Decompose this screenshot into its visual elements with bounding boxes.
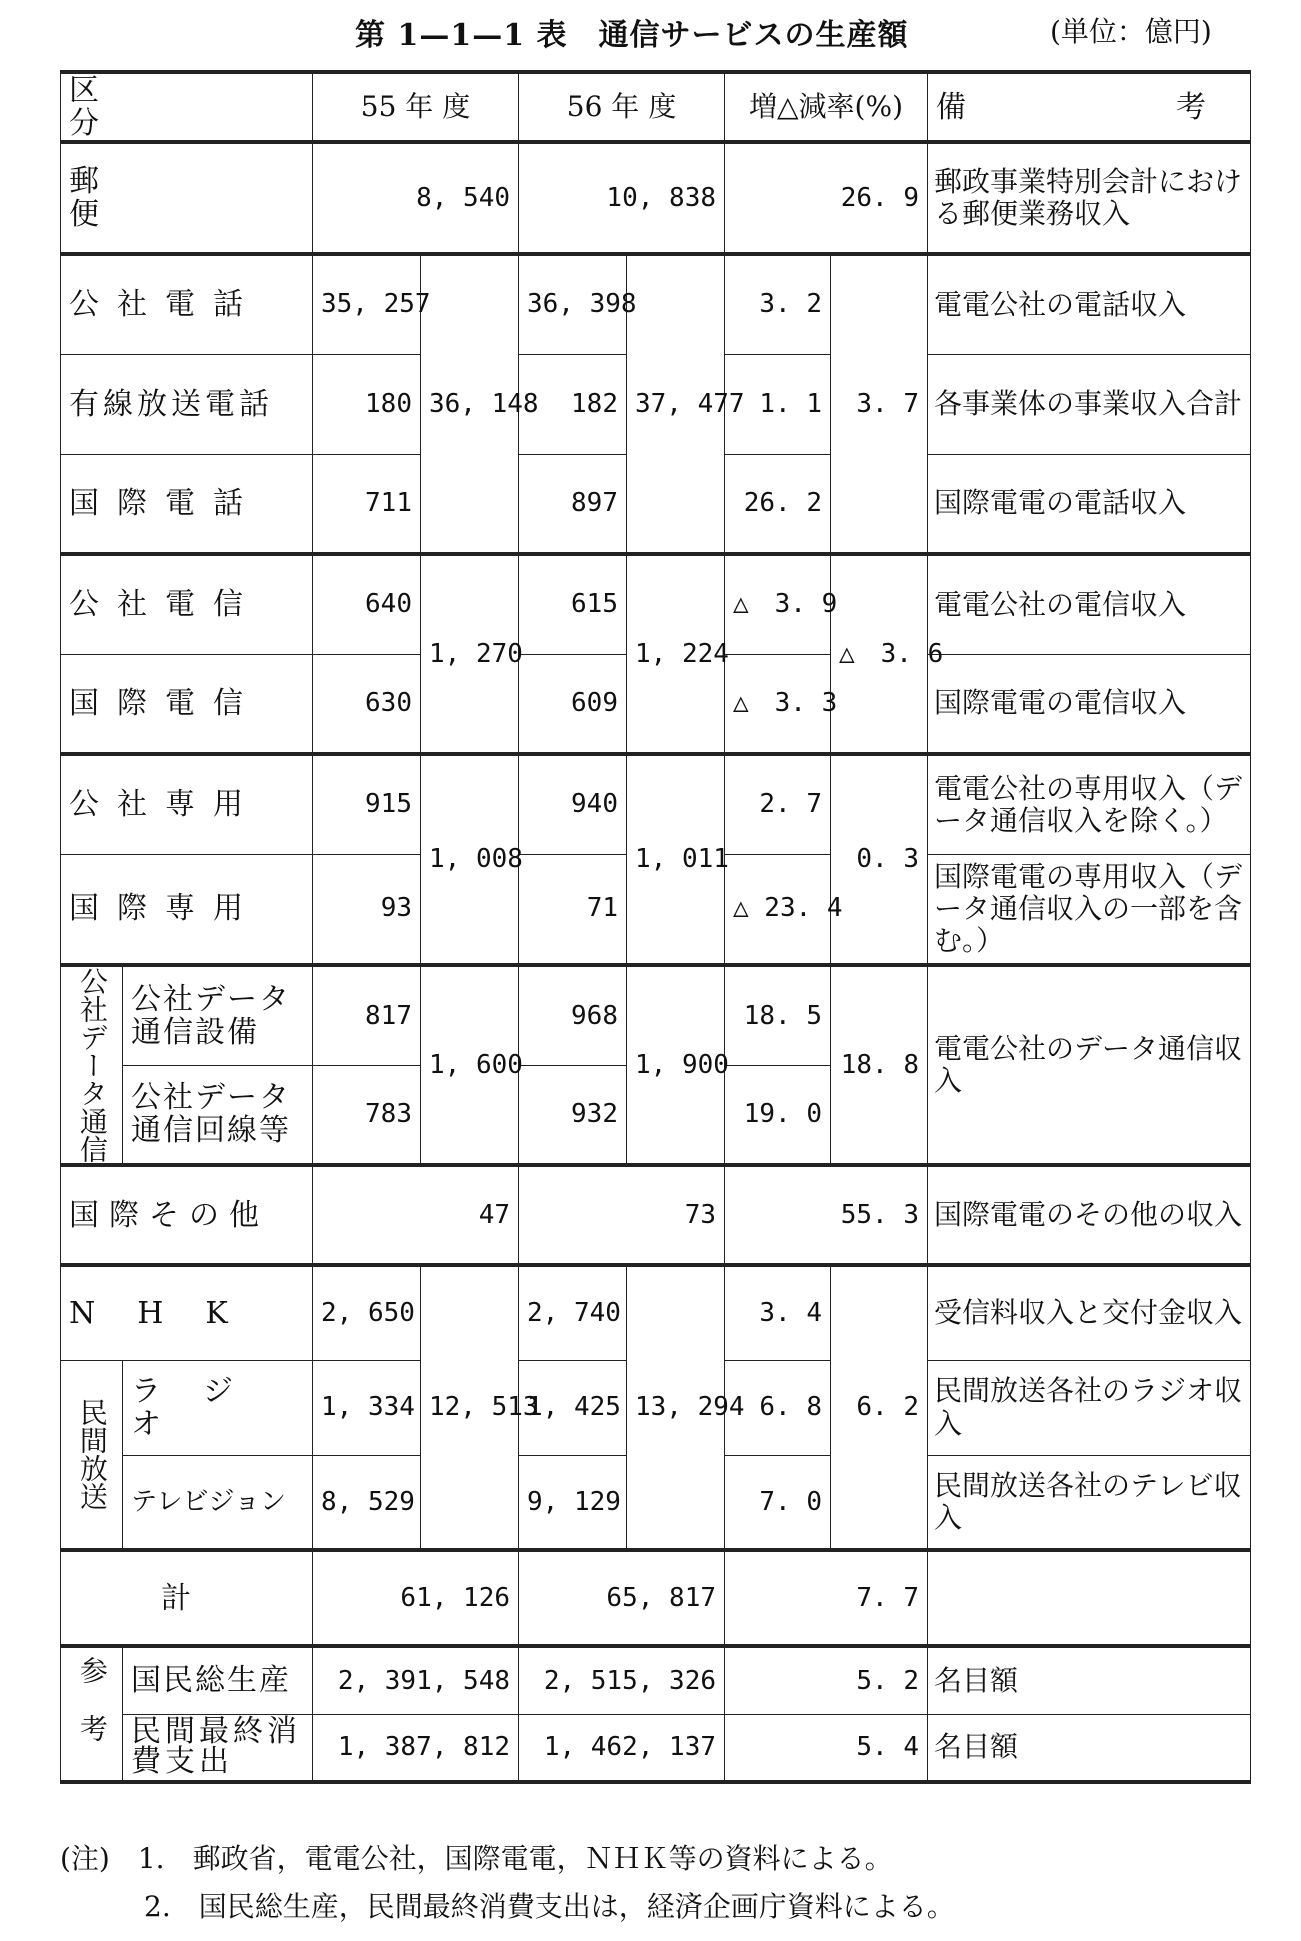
footnote-2: 2. 国民総生産，民間最終消費支出は，経済企画庁資料による。 — [60, 1890, 955, 1923]
value-fy56: 615 — [519, 554, 627, 654]
row-label: 郵 便 — [61, 142, 313, 254]
row-remark: 名目額 — [928, 1714, 1251, 1782]
value-fy55: 2, 650 — [313, 1265, 421, 1360]
value-rate: 19. 0 — [725, 1065, 831, 1165]
value-rate: 55. 3 — [725, 1165, 928, 1265]
subtotal-rate: 0. 3 — [831, 754, 928, 965]
value-rate: 7. 0 — [725, 1455, 831, 1550]
value-fy56: 940 — [519, 754, 627, 854]
subtotal-fy55: 12, 513 — [421, 1265, 519, 1550]
header-row — [61, 72, 1251, 142]
value-fy56: 2, 740 — [519, 1265, 627, 1360]
value-fy56: 932 — [519, 1065, 627, 1165]
row-remark: 国際電電のその他の収入 — [928, 1165, 1251, 1265]
row-label: ラ ジ オ — [123, 1360, 313, 1455]
value-rate: △ 23. 4 — [725, 854, 831, 965]
total-row — [61, 1550, 1251, 1646]
value-fy56: 182 — [519, 354, 627, 454]
subtotal-rate: 6. 2 — [831, 1265, 928, 1550]
table-row — [61, 754, 1251, 854]
subtotal-rate: 18. 8 — [831, 965, 928, 1165]
value-fy56: 2, 515, 326 — [519, 1646, 725, 1714]
value-fy56: 36, 398 — [519, 254, 627, 354]
table-row — [61, 965, 1251, 1065]
subtotal-rate: △ 3. 6 — [831, 554, 928, 754]
value-rate: 18. 5 — [725, 965, 831, 1065]
value-fy55: 1, 387, 812 — [313, 1714, 519, 1782]
value-rate: 3. 2 — [725, 254, 831, 354]
row-remark: 各事業体の事業収入合計 — [928, 354, 1251, 454]
footnotes — [60, 1835, 955, 1931]
row-label: 公社電話 — [61, 254, 313, 354]
total-fy55: 61, 126 — [313, 1550, 519, 1646]
footnote-1: (注) 1. 郵政省，電電公社，国際電電，ＮＨＫ等の資料による。 — [60, 1842, 893, 1875]
unit-label: (単位：億円) — [1050, 15, 1212, 48]
subtotal-fy55: 1, 270 — [421, 554, 519, 754]
row-remark: 国際電電の電話収入 — [928, 454, 1251, 554]
row-remark: 電電公社の専用収入（データ通信収入を除く。） — [928, 754, 1251, 854]
total-label: 計 — [61, 1550, 313, 1646]
table-row — [61, 1265, 1251, 1360]
group-label-private-broadcasting: 民間放送 — [61, 1360, 123, 1550]
header-fy56: 56 年 度 — [519, 72, 725, 142]
value-fy55: 711 — [313, 454, 421, 554]
value-rate: 5. 4 — [725, 1714, 928, 1782]
row-label: 国際電話 — [61, 454, 313, 554]
group-label-reference: 参考 — [61, 1646, 123, 1782]
subtotal-fy55: 1, 008 — [421, 754, 519, 965]
row-label: 国際専用 — [61, 854, 313, 965]
row-remark: 国際電電の専用収入（データ通信収入の一部を含む。） — [928, 854, 1251, 965]
value-rate: 2. 7 — [725, 754, 831, 854]
row-label: 国際電信 — [61, 654, 313, 754]
value-rate: 26. 9 — [725, 142, 928, 254]
value-rate: 6. 8 — [725, 1360, 831, 1455]
row-remark: 電電公社の電話収入 — [928, 254, 1251, 354]
value-fy55: 817 — [313, 965, 421, 1065]
row-remark: 受信料収入と交付金収入 — [928, 1265, 1251, 1360]
total-remark — [928, 1550, 1251, 1646]
row-label: テレビジョン — [123, 1455, 313, 1550]
value-fy55: 2, 391, 548 — [313, 1646, 519, 1714]
subtotal-fy56: 1, 224 — [627, 554, 725, 754]
value-rate: 26. 2 — [725, 454, 831, 554]
row-label: 有線放送電話 — [61, 354, 313, 454]
row-remark: 国際電電の電信収入 — [928, 654, 1251, 754]
row-remark: 名目額 — [928, 1646, 1251, 1714]
value-fy55: 1, 334 — [313, 1360, 421, 1455]
value-rate: △ 3. 3 — [725, 654, 831, 754]
subtotal-fy56: 1, 011 — [627, 754, 725, 965]
row-label: N H K — [61, 1265, 313, 1360]
value-fy55: 640 — [313, 554, 421, 654]
row-label: 公社データ通信回線等 — [123, 1065, 313, 1165]
row-remark: 民間放送各社のラジオ収入 — [928, 1360, 1251, 1455]
header-remarks: 備 考 — [928, 72, 1251, 142]
row-remark: 民間放送各社のテレビ収入 — [928, 1455, 1251, 1550]
row-label: 国際その他 — [61, 1165, 313, 1265]
table-row — [61, 254, 1251, 354]
row-remark: 電電公社のデータ通信収入 — [928, 965, 1251, 1165]
group-label-data: 公社データ通信 — [61, 965, 123, 1165]
value-fy55: 35, 257 — [313, 254, 421, 354]
table-row — [61, 1646, 1251, 1714]
value-fy56: 968 — [519, 965, 627, 1065]
row-remark: 郵政事業特別会計における郵便業務収入 — [928, 142, 1251, 254]
value-fy55: 630 — [313, 654, 421, 754]
value-rate: 5. 2 — [725, 1646, 928, 1714]
production-table — [60, 70, 1251, 1784]
value-fy56: 10, 838 — [519, 142, 725, 254]
value-fy56: 9, 129 — [519, 1455, 627, 1550]
value-fy55: 783 — [313, 1065, 421, 1165]
table-title: 第 1—1—1 表 通信サービスの生産額 — [355, 18, 909, 53]
value-fy56: 71 — [519, 854, 627, 965]
row-label: 国民総生産 — [123, 1646, 313, 1714]
subtotal-fy56: 1, 900 — [627, 965, 725, 1165]
table-row — [61, 142, 1251, 254]
row-label: 公社専用 — [61, 754, 313, 854]
row-label: 民間最終消費支出 — [123, 1714, 313, 1782]
value-rate: 1. 1 — [725, 354, 831, 454]
table-row — [61, 1714, 1251, 1782]
value-fy55: 915 — [313, 754, 421, 854]
value-fy56: 609 — [519, 654, 627, 754]
value-rate: △ 3. 9 — [725, 554, 831, 654]
subtotal-fy56: 37, 477 — [627, 254, 725, 554]
value-fy55: 93 — [313, 854, 421, 965]
table-row — [61, 1165, 1251, 1265]
subtotal-fy55: 1, 600 — [421, 965, 519, 1165]
value-fy55: 180 — [313, 354, 421, 454]
value-rate: 3. 4 — [725, 1265, 831, 1360]
header-fy55: 55 年 度 — [313, 72, 519, 142]
value-fy56: 897 — [519, 454, 627, 554]
total-rate: 7. 7 — [725, 1550, 928, 1646]
value-fy56: 1, 462, 137 — [519, 1714, 725, 1782]
subtotal-fy55: 36, 148 — [421, 254, 519, 554]
total-fy56: 65, 817 — [519, 1550, 725, 1646]
value-fy56: 1, 425 — [519, 1360, 627, 1455]
row-label: 公社電信 — [61, 554, 313, 654]
subtotal-rate: 3. 7 — [831, 254, 928, 554]
header-category: 区 分 — [61, 72, 313, 142]
subtotal-fy56: 13, 294 — [627, 1265, 725, 1550]
value-fy56: 73 — [519, 1165, 725, 1265]
table-row — [61, 554, 1251, 654]
header-rate: 増△減率(%) — [725, 72, 928, 142]
row-label: 公社データ通信設備 — [123, 965, 313, 1065]
value-fy55: 47 — [313, 1165, 519, 1265]
row-remark: 電電公社の電信収入 — [928, 554, 1251, 654]
value-fy55: 8, 540 — [313, 142, 519, 254]
value-fy55: 8, 529 — [313, 1455, 421, 1550]
